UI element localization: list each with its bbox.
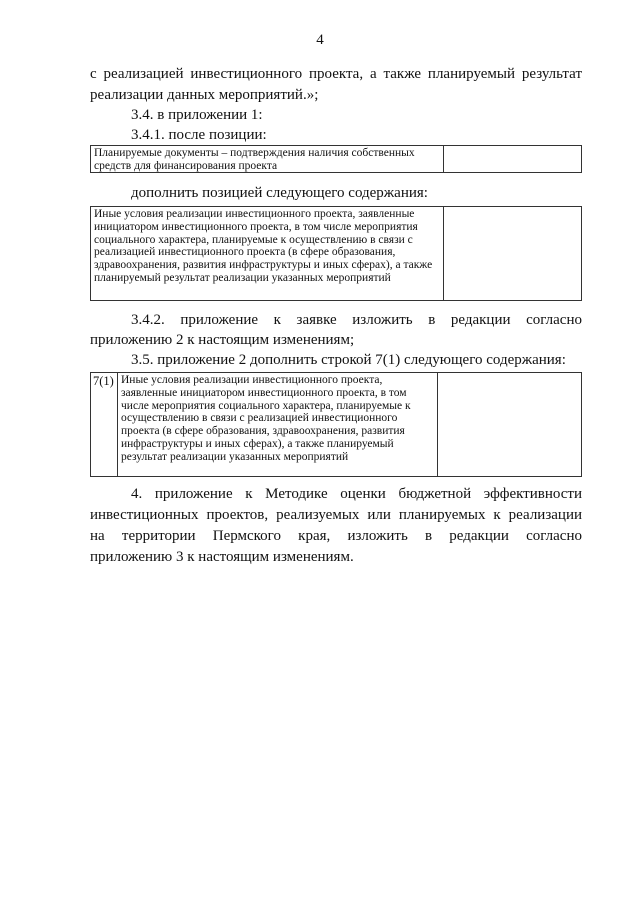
add-position-text: дополнить позицией следующего содержания: xyxy=(131,185,428,201)
table-position-other-conditions xyxy=(90,206,582,301)
item-3-4: 3.4. в приложении 1: xyxy=(131,107,263,123)
intro-line-2: реализации данных мероприятий.»; xyxy=(90,87,319,103)
item-3-4-1: 3.4.1. после позиции: xyxy=(131,127,267,143)
item-4-line-2: инвестиционных проектов, реализуемых или планируемых к реализации xyxy=(90,507,582,523)
item-3-4-2-line-2: приложению 2 к настоящим изменениям; xyxy=(90,332,355,348)
table-cell-value xyxy=(437,373,581,476)
table-cell-text: Иные условия реализации инвестиционного проекта, заявленные инициатором инвестиционного проекта, в том числе мероприятия социального характера, планируемые к осуществлению в связи с реализацией инвестиционного проекта (в сфере образования, здравоохранения, развития инфраструктуры и иных сферах), а также планируемый результат реализации указанных мероприятий xyxy=(94,208,433,284)
intro-line-1: с реализацией инвестиционного проекта, а также планируемый результат xyxy=(90,66,582,82)
item-4-line-3: на территории Пермского края, изложить в редакции согласно xyxy=(90,528,582,544)
table-cell-number: 7(1) xyxy=(93,374,114,388)
item-4-line-1: 4. приложение к Методике оценки бюджетной эффективности xyxy=(131,486,582,502)
item-3-5: 3.5. приложение 2 дополнить строкой 7(1) следующего содержания: xyxy=(131,352,566,368)
table-cell-value xyxy=(443,146,581,172)
page-number: 4 xyxy=(316,32,324,48)
item-3-4-2-line-1: 3.4.2. приложение к заявке изложить в редакции согласно xyxy=(131,312,582,328)
table-cell-text: Планируемые документы – подтверждения наличия собственных средств для финансирования проекта xyxy=(94,147,415,172)
table-row-7-1 xyxy=(90,372,582,477)
item-4-line-4: приложению 3 к настоящим изменениям. xyxy=(90,549,354,565)
table-position-documents xyxy=(90,145,582,173)
table-cell-value xyxy=(443,207,581,300)
table-cell-text: Иные условия реализации инвестиционного проекта, заявленные инициатором инвестиционного проекта, в том числе мероприятия социального характера, планируемые к осуществлению в связи с реализацией инвестиционного проекта (в сфере образования, здравоохранения, развития инфраструктуры и иных сферах), а также планируемый результат реализации указанных мероприятий xyxy=(117,373,437,476)
